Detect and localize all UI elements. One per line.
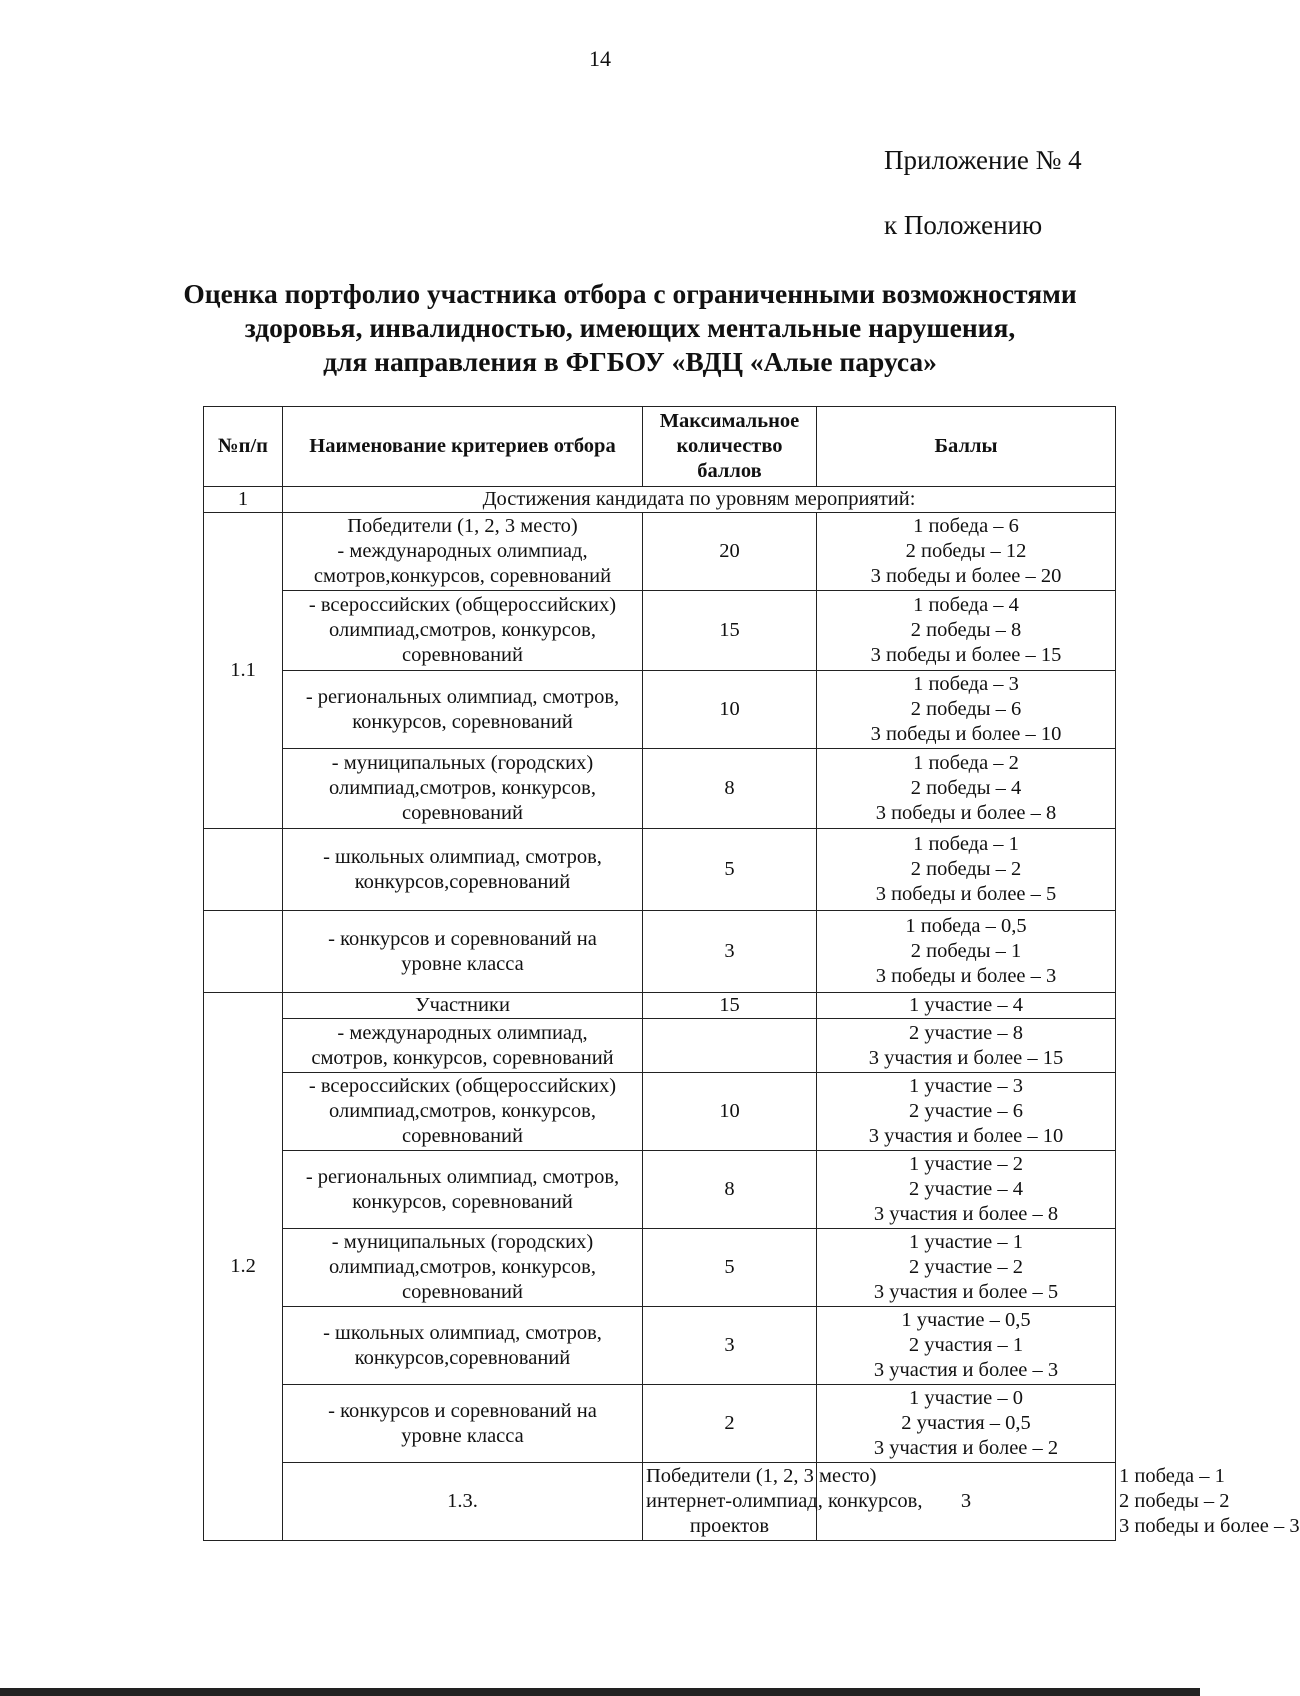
section-row (204, 487, 1116, 513)
header-max-points (643, 407, 817, 487)
max-points-cell: 5 (643, 829, 817, 911)
criteria-line: - международных олимпиад, (337, 1021, 588, 1044)
table-row: 1.3. Победители (1, 2, 3 место) интернет-олимпиад, конкурсов, проектов 3 1 победа – 1 2 победы – 2 3 победы и более – 3 (204, 1463, 1116, 1541)
points-cell (817, 1151, 1116, 1229)
points-line: 3 участия и более – 15 (868, 1046, 1064, 1069)
max-points-cell: 3 (817, 1463, 1116, 1541)
criteria-line: смотров,конкурсов, соревнований (313, 565, 612, 587)
points-cell (817, 1019, 1116, 1073)
table-row (204, 911, 1116, 993)
points-line: 1 участие – 0,5 (901, 1309, 1031, 1331)
criteria-line: конкурсов,соревнований (354, 870, 571, 893)
points-line: 3 участия и более – 3 (873, 1359, 1059, 1381)
points-line: 2 победы – 1 (910, 940, 1022, 962)
criteria-cell (283, 1385, 643, 1463)
table-row (204, 513, 1116, 591)
points-cell (817, 671, 1116, 749)
points-line: 1 участие – 0 (909, 1387, 1023, 1409)
max-points-cell: 8 (643, 1151, 817, 1229)
criteria-line: уровне класса (401, 1424, 524, 1447)
title-line: для направления в ФГБОУ «ВДЦ «Алые паруса» (323, 346, 937, 377)
criteria-line: интернет-олимпиад, конкурсов, (646, 1490, 923, 1512)
criteria-cell (283, 513, 643, 591)
criteria-cell (283, 911, 643, 993)
table-row (204, 1229, 1116, 1307)
criteria-line: - конкурсов и соревнований на (328, 927, 597, 950)
criteria-line: - региональных олимпиад, смотров, (305, 1165, 620, 1188)
header-line: количество (676, 435, 783, 457)
points-line: 1 участие – 3 (909, 1075, 1023, 1097)
criteria-cell (283, 1151, 643, 1229)
points-cell (817, 749, 1116, 829)
max-points-cell: 8 (643, 749, 817, 829)
table-row (204, 993, 1116, 1019)
table-row (204, 1019, 1116, 1073)
criteria-cell (283, 1229, 643, 1307)
criteria-cell (283, 1073, 643, 1151)
criteria-line: конкурсов, соревнований (352, 1190, 573, 1213)
criteria-line: олимпиад,смотров, конкурсов, (329, 619, 596, 641)
points-line: 2 победы – 12 (905, 540, 1027, 562)
table-row (204, 1307, 1116, 1385)
points-line: 1 победа – 6 (913, 515, 1019, 537)
points-line: 2 победы – 6 (910, 698, 1022, 720)
max-points-cell: 2 (643, 1385, 817, 1463)
points-line: 1 победа – 4 (913, 594, 1019, 616)
title-line: здоровья, инвалидностью, имеющих ментальные нарушения, (244, 312, 1016, 343)
criteria-cell (643, 1463, 923, 1541)
criteria-line: - международных олимпиад, (337, 540, 588, 562)
points-cell: 1 участие – 4 (817, 993, 1116, 1019)
criteria-line: конкурсов, соревнований (352, 710, 573, 733)
section-label: Достижения кандидата по уровням мероприятий: (283, 487, 1116, 513)
criteria-line: соревнований (401, 1125, 524, 1147)
row-number-empty (204, 829, 283, 911)
points-cell (817, 1229, 1116, 1307)
row-number: 1.1 (204, 513, 283, 829)
points-line: 3 победы и более – 5 (875, 883, 1057, 905)
criteria-cell: Участники (283, 993, 643, 1019)
criteria-line: - муниципальных (городских) (331, 752, 594, 774)
criteria-line: смотров, конкурсов, соревнований (311, 1046, 614, 1069)
scoring-table (203, 406, 1300, 1541)
header-number: №п/п (204, 407, 283, 487)
criteria-line: конкурсов,соревнований (354, 1346, 571, 1369)
points-line: 1 победа – 1 (913, 833, 1019, 855)
max-points-cell (643, 1019, 817, 1073)
points-line: 3 победы и более – 10 (870, 723, 1062, 745)
criteria-line: соревнований (401, 1281, 524, 1303)
table-row (204, 591, 1116, 671)
criteria-line: - школьных олимпиад, смотров, (323, 845, 602, 868)
points-line: 3 участия и более – 2 (873, 1437, 1059, 1459)
points-line: 3 участия и более – 5 (873, 1281, 1059, 1303)
points-line: 3 победы и более – 8 (875, 802, 1057, 824)
table-row (204, 749, 1116, 829)
scan-edge (0, 1688, 1200, 1696)
points-line: 3 победы и более – 20 (870, 565, 1062, 587)
points-cell (817, 1307, 1116, 1385)
criteria-line: Победители (1, 2, 3 место) (347, 515, 578, 537)
criteria-line: уровне класса (401, 952, 524, 975)
criteria-cell (283, 829, 643, 911)
max-points-cell: 5 (643, 1229, 817, 1307)
criteria-line: Победители (1, 2, 3 место) (646, 1465, 877, 1487)
header-line: Максимальное (659, 410, 800, 432)
criteria-cell (283, 749, 643, 829)
table-row (204, 1073, 1116, 1151)
points-line: 2 победы – 8 (910, 619, 1022, 641)
points-cell (817, 1385, 1116, 1463)
points-line: 1 участие – 1 (909, 1231, 1023, 1253)
points-line: 3 победы и более – 15 (870, 644, 1062, 666)
points-line: 2 участие – 4 (909, 1178, 1023, 1200)
points-line: 2 победы – 4 (910, 777, 1022, 799)
criteria-cell (283, 1307, 643, 1385)
criteria-line: олимпиад,смотров, конкурсов, (329, 777, 596, 799)
max-points-cell: 20 (643, 513, 817, 591)
points-line: 1 победа – 2 (913, 752, 1019, 774)
document-title (150, 277, 1110, 379)
table-row (204, 1385, 1116, 1463)
row-number: 1.3. (283, 1463, 643, 1541)
points-line: 2 победы – 2 (910, 858, 1022, 880)
criteria-line: соревнований (401, 644, 524, 666)
table-row (204, 1151, 1116, 1229)
points-line: 2 участие – 2 (909, 1256, 1023, 1278)
header-line: баллов (697, 460, 762, 482)
points-line: 2 участие – 8 (909, 1021, 1023, 1044)
criteria-line: олимпиад,смотров, конкурсов, (329, 1256, 596, 1278)
criteria-line: - школьных олимпиад, смотров, (323, 1321, 602, 1344)
annex-label: Приложение № 4 (884, 145, 1082, 175)
criteria-line: олимпиад,смотров, конкурсов, (329, 1100, 596, 1122)
criteria-cell (283, 1019, 643, 1073)
points-cell (817, 513, 1116, 591)
points-line: 2 участия – 0,5 (901, 1412, 1031, 1434)
table-header-row (204, 407, 1116, 487)
criteria-line: проектов (689, 1515, 770, 1537)
max-points-cell: 10 (643, 671, 817, 749)
table-row (204, 671, 1116, 749)
criteria-line: - всероссийских (общероссийских) (308, 1075, 617, 1097)
max-points-cell: 10 (643, 1073, 817, 1151)
row-number: 1.2 (204, 993, 283, 1541)
annex-sub-label: к Положению (884, 210, 1043, 240)
max-points-cell: 3 (643, 911, 817, 993)
section-number: 1 (204, 487, 283, 513)
points-line: 3 участия и более – 8 (873, 1203, 1059, 1225)
points-line: 2 участия – 1 (908, 1334, 1024, 1356)
table-row (204, 829, 1116, 911)
page-number: 14 (589, 46, 611, 71)
criteria-line: - муниципальных (городских) (331, 1231, 594, 1253)
points-line: 1 победа – 3 (913, 673, 1019, 695)
header-criteria: Наименование критериев отбора (283, 407, 643, 487)
max-points-cell: 15 (643, 993, 817, 1019)
row-number-empty (204, 911, 283, 993)
criteria-line: соревнований (401, 802, 524, 824)
max-points-cell: 3 (643, 1307, 817, 1385)
points-cell (817, 829, 1116, 911)
points-line: 2 участие – 6 (909, 1100, 1023, 1122)
criteria-line: - всероссийских (общероссийских) (308, 594, 617, 616)
points-line: 3 участия и более – 10 (868, 1125, 1064, 1147)
criteria-cell (283, 671, 643, 749)
points-line: 3 победы и более – 3 (875, 965, 1057, 987)
criteria-line: - региональных олимпиад, смотров, (305, 685, 620, 708)
title-line: Оценка портфолио участника отбора с ограниченными возможностями (183, 278, 1077, 309)
points-line: 1 участие – 2 (909, 1153, 1023, 1175)
points-cell (817, 911, 1116, 993)
criteria-line: - конкурсов и соревнований на (328, 1399, 597, 1422)
criteria-cell (283, 591, 643, 671)
max-points-cell: 15 (643, 591, 817, 671)
points-cell (817, 591, 1116, 671)
points-cell (817, 1073, 1116, 1151)
header-points: Баллы (817, 407, 1116, 487)
points-line: 1 победа – 0,5 (905, 915, 1027, 937)
